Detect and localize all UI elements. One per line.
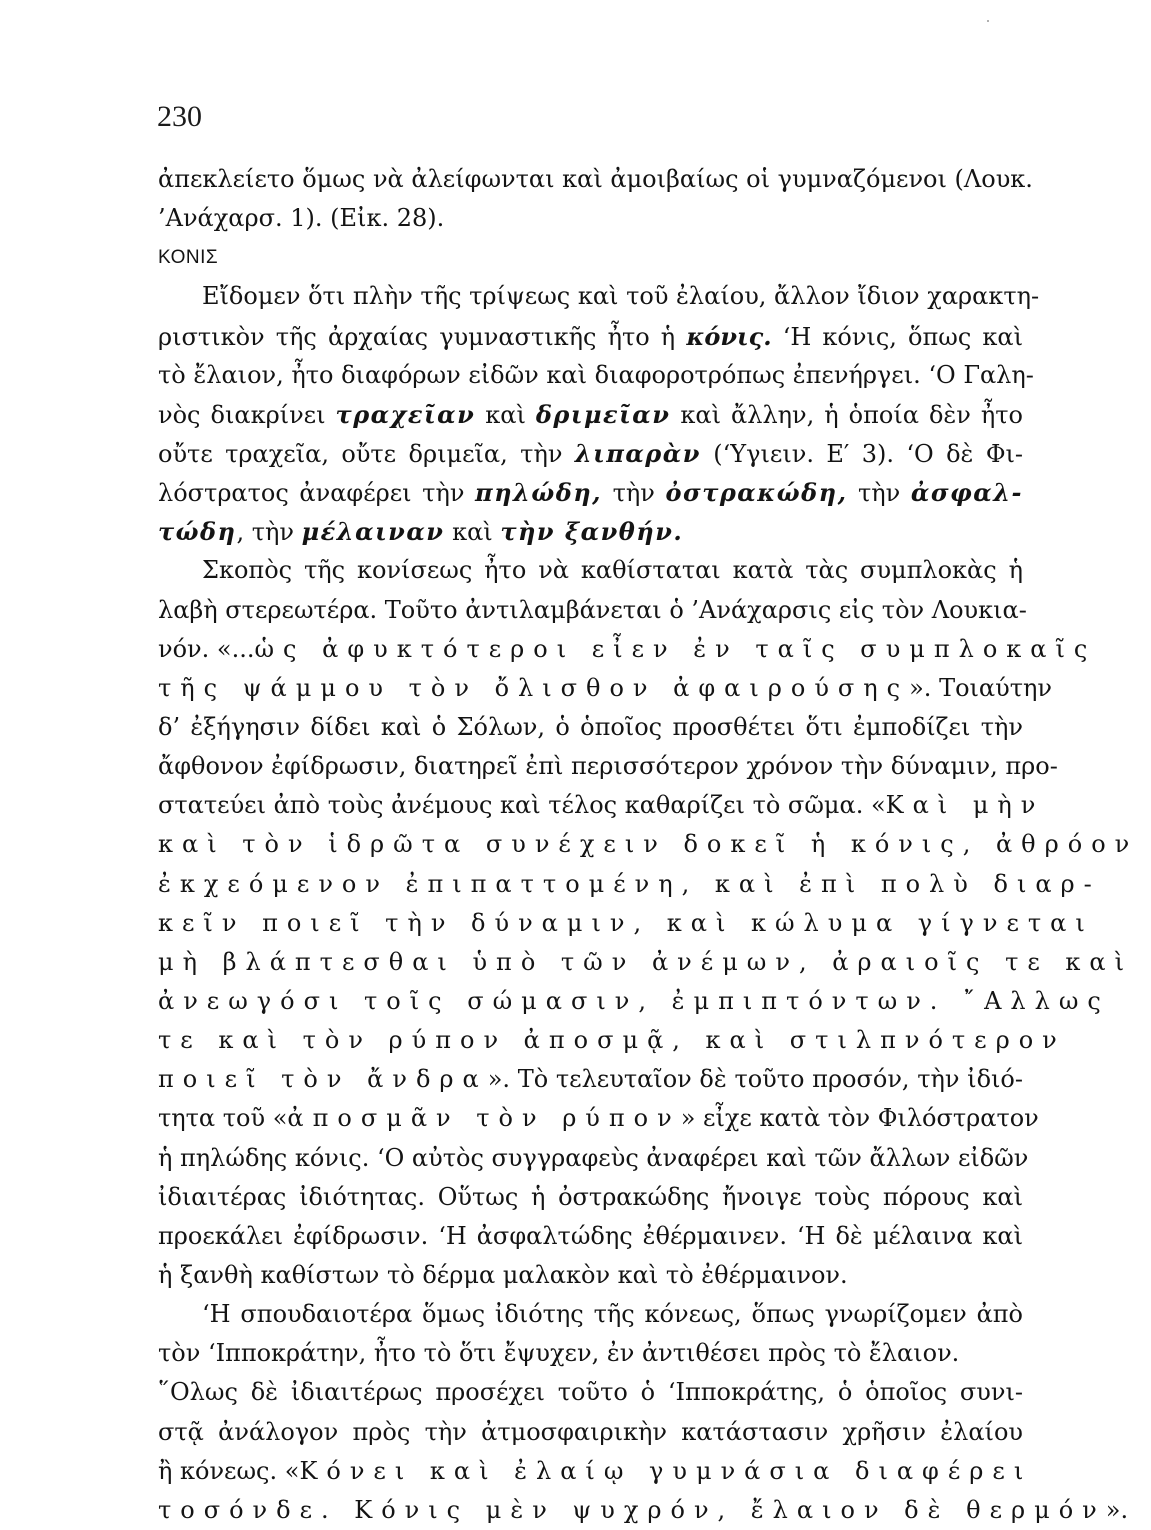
text-line xyxy=(158,1178,1023,1217)
text-run: νὸς διακρίνει xyxy=(158,400,336,429)
text-run: ’Ανάχαρσ. 1). (Εἰκ. 28). xyxy=(158,204,445,233)
text-run: τὸ ἔλαιον, ἦτο διαφόρων εἰδῶν καὶ διαφοροτρόπως ἐπενήργει. ‘Ο Γαλη- xyxy=(158,360,1034,389)
text-line xyxy=(158,1099,1039,1138)
text-line xyxy=(158,199,1023,238)
quoted-text: Κόνει καὶ ἐλαίῳ γυμνάσια διαφέρει xyxy=(299,1456,1033,1485)
text-run: τὴν xyxy=(602,479,666,508)
text-run: ἢ κόνεως. « xyxy=(158,1456,300,1485)
emphasis-term: τὴν ξανθήν. xyxy=(500,517,684,547)
text-run: ». Τοιαύτην xyxy=(909,673,1052,702)
text-run: Εἴδομεν ὅτι πλὴν τῆς τρίψεως καὶ τοῦ ἐλαίου, ἄλλον ἴδιον χαρακτη- xyxy=(202,282,1040,311)
emphasis-term: μέλαιναν xyxy=(301,517,445,547)
text-run: ἰδιαιτέρας ἰδιότητας. Οὕτως ἡ ὀστρακώδης ἤνοιγε τοὺς πόρους καὶ xyxy=(158,1182,1023,1211)
text-line xyxy=(158,356,1034,395)
page-number: 230 xyxy=(157,100,202,133)
quoted-text: ἀνεωγόσι τοῖς σώμασιν, ἐμπιπτόντων. ῎Αλλως xyxy=(158,986,1110,1015)
text-line xyxy=(158,591,1027,630)
text-run: δ’ ἐξήγησιν δίδει καὶ ὁ Σόλων, ὁ ὁποῖος προσθέτει ὅτι ἐμποδίζει τὴν xyxy=(158,712,1023,741)
quoted-text: καὶ τὸν ἱδρῶτα συνέχειν δοκεῖ ἡ κόνις, ἀθρόον xyxy=(158,830,1139,859)
text-run: στατεύει ἀπὸ τοὺς ἀνέμους καὶ τέλος καθαρίζει τὸ σῶμα. « xyxy=(158,791,886,820)
text-run: προεκάλει ἐφίδρωσιν. ‘Η ἀσφαλτώδης ἐθέρμαινεν. ‘Η δὲ μέλαινα καὶ xyxy=(158,1221,1023,1250)
text-run: ». xyxy=(1105,1495,1129,1524)
quoted-text: ἐκχεόμενον ἐπιπαττομένη, καὶ ἐπὶ πολὺ διαρ- xyxy=(158,869,1101,898)
quoted-text: Καὶ μὴν xyxy=(885,791,1045,820)
text-line xyxy=(158,708,1023,747)
text-line xyxy=(158,1060,1023,1099)
text-line xyxy=(158,277,1040,316)
text-line xyxy=(158,512,1023,551)
text-line xyxy=(158,1217,1023,1256)
text-line xyxy=(158,669,1052,708)
text-line xyxy=(158,1413,1023,1452)
text-run: καὶ xyxy=(444,518,501,547)
text-run: ριστικὸν τῆς ἀρχαίας γυμναστικῆς ἦτο ἡ xyxy=(158,322,687,351)
emphasis-term: ἀσφαλ- xyxy=(910,478,1023,508)
text-run: (‘Υγιειν. Ε′ 3). ‘Ο δὲ Φι- xyxy=(700,439,1024,468)
quoted-text: ποιεῖ τὸν ἄνδρα xyxy=(158,1065,488,1094)
text-run: ἡ ξανθὴ καθίστων τὸ δέρμα μαλακὸν καὶ τὸ ἐθέρμαινον. xyxy=(158,1260,848,1289)
quoted-text: τοσόνδε. Κόνις μὲν ψυχρόν, ἔλαιον δὲ θερμόν xyxy=(158,1495,1106,1524)
body-text xyxy=(158,160,1139,1530)
emphasis-term: ὀστρακώδη, xyxy=(665,478,848,508)
text-line xyxy=(158,395,1023,434)
text-run: ἄφθονον ἐφίδρωσιν, διατηρεῖ ἐπὶ περισσότερον χρόνον τὴν δύναμιν, προ- xyxy=(158,752,1058,781)
text-line xyxy=(158,982,1110,1021)
emphasis-term: δριμεῖαν xyxy=(535,399,671,429)
text-run: τητα τοῦ « xyxy=(158,1104,288,1133)
text-run: καὶ xyxy=(475,400,536,429)
text-line xyxy=(158,1452,1033,1491)
text-line xyxy=(158,473,1023,512)
emphasis-term: τραχεῖαν xyxy=(335,399,476,429)
text-line xyxy=(158,786,1045,825)
text-line xyxy=(158,434,1023,473)
text-line xyxy=(158,1295,1023,1334)
quoted-text: μὴ βλάπτεσθαι ὑπὸ τῶν ἀνέμων, ἀραιοῖς τε καὶ xyxy=(158,947,1134,976)
text-run: ἡ πηλώδης κόνις. ‘Ο αὐτὸς συγγραφεὺς ἀναφέρει καὶ τῶν ἄλλων εἰδῶν xyxy=(158,1143,1029,1172)
quoted-text: τε καὶ τὸν ρύπον ἀποσμᾷ, καὶ στιλπνότερον xyxy=(158,1026,1066,1055)
emphasis-term: πηλώδη, xyxy=(475,478,603,508)
text-run: νόν. «... xyxy=(158,634,255,663)
text-run: ‘Η σπουδαιοτέρα ὅμως ἰδιότης τῆς κόνεως, ὅπως γνωρίζομεν ἀπὸ xyxy=(202,1300,1023,1329)
emphasis-term: κόνις. xyxy=(686,321,772,351)
text-line xyxy=(158,1491,1129,1530)
text-run: λαβὴ στερεωτέρα. Τοῦτο ἀντιλαμβάνεται ὁ ’Ανάχαρσις εἰς τὸν Λουκια- xyxy=(158,595,1027,624)
text-run: ‘Η κόνις, ὅπως καὶ xyxy=(771,322,1024,351)
text-line xyxy=(158,865,1101,904)
text-run: ἀπεκλείετο ὅμως νὰ ἀλείφωνται καὶ ἀμοιβαίως οἱ γυμναζόμενοι (Λουκ. xyxy=(158,165,1033,193)
text-run: τὴν xyxy=(847,479,911,508)
text-line xyxy=(158,747,1058,786)
text-run: ». Τὸ τελευταῖον δὲ τοῦτο προσόν, τὴν ἰδιό- xyxy=(487,1065,1023,1094)
text-line xyxy=(158,1256,1023,1295)
text-line xyxy=(158,1334,1023,1373)
text-line xyxy=(158,630,1097,669)
text-line xyxy=(158,317,1023,356)
text-line xyxy=(158,1373,1023,1412)
emphasis-term: λιπαρὰν xyxy=(574,438,701,468)
text-line xyxy=(158,1021,1066,1060)
text-run: καὶ ἄλλην, ἡ ὁποία δὲν ἦτο xyxy=(670,400,1024,429)
emphasis-term: τώδη xyxy=(158,517,237,547)
text-run: οὔτε τραχεῖα, οὔτε δριμεῖα, τὴν xyxy=(158,439,575,468)
text-line xyxy=(158,943,1134,982)
text-run: , τὴν xyxy=(236,518,302,547)
section-heading: ΚΟΝΙΣ xyxy=(158,247,219,269)
text-run: ῞Ολως δὲ ἰδιαιτέρως προσέχει τοῦτο ὁ ‘Ιπποκράτης, ὁ ὁποῖος συνι- xyxy=(158,1378,1023,1407)
quoted-text: ἀποσμᾶν τὸν ρύπον xyxy=(287,1104,681,1133)
text-run: τὸν ‘Ιπποκράτην, ἦτο τὸ ὅτι ἔψυχεν, ἐν ἀντιθέσει πρὸς τὸ ἔλαιον. xyxy=(158,1339,960,1368)
text-run: » εἶχε κατὰ τὸν Φιλόστρατον xyxy=(680,1104,1039,1133)
text-run: Σκοπὸς τῆς κονίσεως ἦτο νὰ καθίσταται κατὰ τὰς συμπλοκὰς ἡ xyxy=(202,556,1023,585)
quoted-text: κεῖν ποιεῖ τὴν δύναμιν, καὶ κώλυμα γίγνεται xyxy=(158,908,1094,937)
text-run: λόστρατος ἀναφέρει τὴν xyxy=(158,479,476,508)
quoted-text: ὡς ἀφυκτότεροι εἶεν ἐν ταῖς συμπλοκαῖς xyxy=(254,634,1097,663)
text-line xyxy=(158,160,1033,199)
text-line xyxy=(158,1139,1029,1178)
text-run: στᾷ ἀνάλογον πρὸς τὴν ἀτμοσφαιρικὴν κατάστασιν χρῆσιν ἐλαίου xyxy=(158,1417,1023,1446)
quoted-text: τῆς ψάμμου τὸν ὄλισθον ἀφαιρούσης xyxy=(158,673,910,702)
text-line xyxy=(158,825,1139,864)
text-line xyxy=(158,904,1094,943)
scan-speck xyxy=(987,20,989,22)
text-line xyxy=(158,551,1023,590)
